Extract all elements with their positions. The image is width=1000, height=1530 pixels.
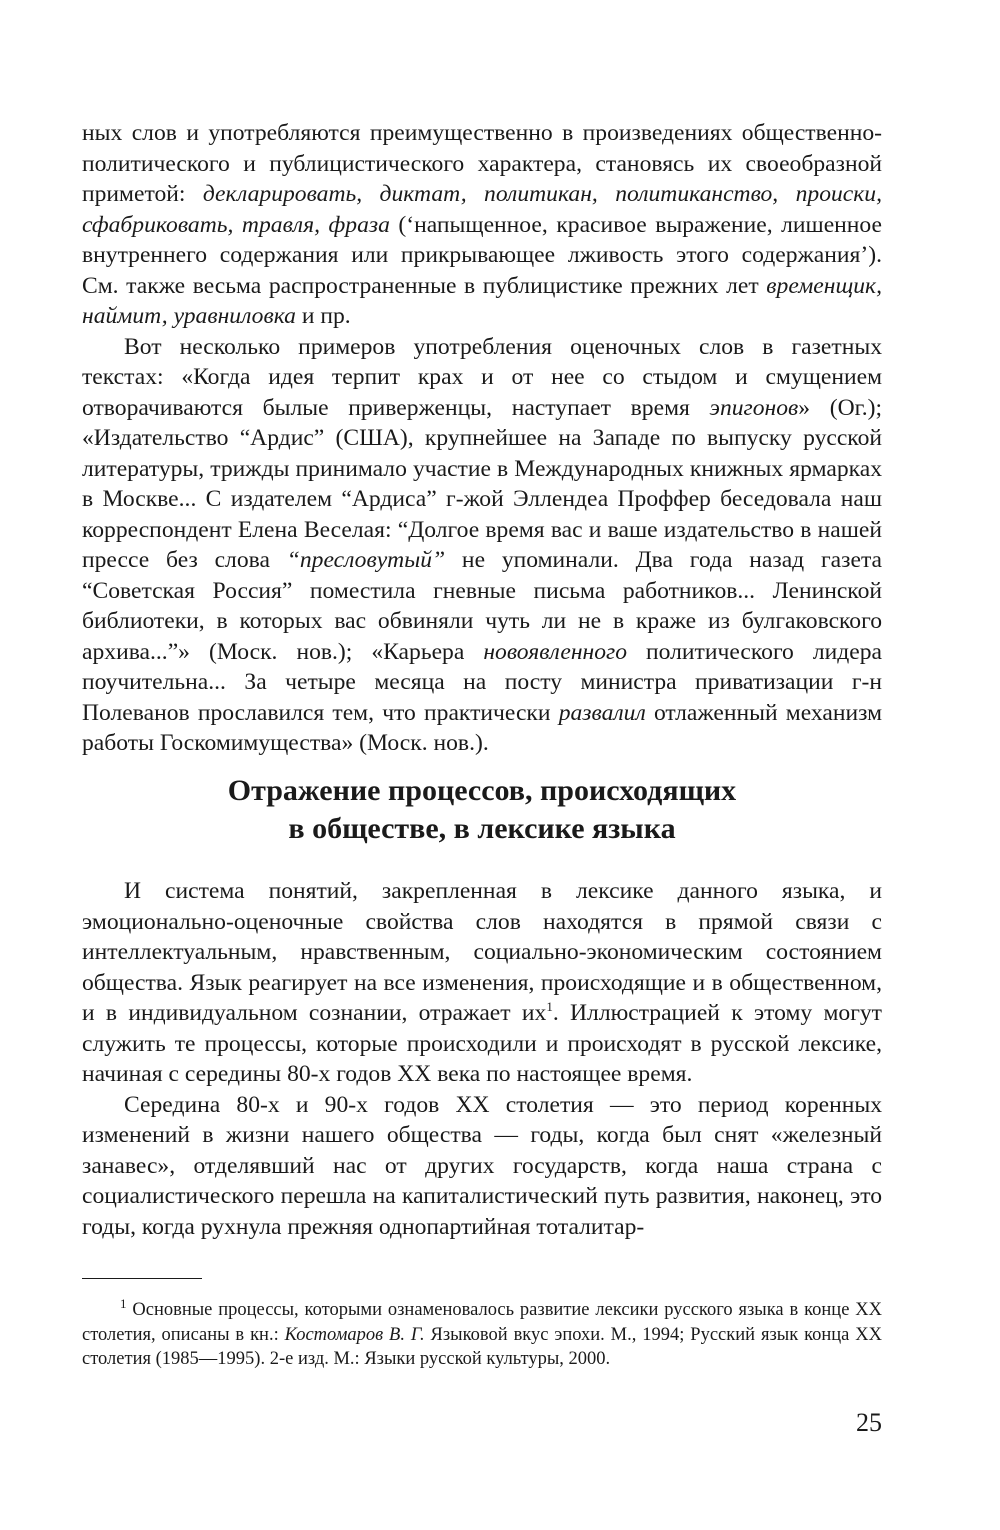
section-heading-line-2: в обществе, в лексике языка [288, 812, 676, 845]
paragraph-examples: Вот несколько примеров употребления оценочных слов в газетных текстах: «Когда идея терпит крах и от нее со стыдом и смущением отворачиваются былые приверженцы, наступает время эпигонов» (Ог.); «Издательство “Ардис” (США), крупнейшее на Западе по выпуску русской литературы, трижды принимало участие в Международных книжных ярмарках в Москве... С издателем “Ардиса” г-жой Эллендеа Проффер беседовала наш корреспондент Елена Веселая: “Долгое время вас и ваше издательство в нашей прессе без слова “пресловутый” не упоминали. Два года назад газета “Советская Россия” поместила гневные письма работников... Ленинской библиотеки, в которых вас обвиняли чуть ли не в краже из булгаковского архива...”» (Моск. нов.); «Карьера новоявленного политического лидера поучительна... За четыре месяца на посту министра приватизации г-н Полеванов прославился тем, что практически развалил отлаженный механизм работы Госкомимущества» (Моск. нов.). [82, 333, 883, 756]
footnote-text: $^1$ Основные процессы, которыми ознаменовалось развитие лексики русского языка в конце XX столетия, описаны в кн.: Костомаров В. Г. Языковой вкус эпохи. М., 1994; Русский язык конца XX столетия (1985—1995). 2-е изд. М.: Языки русской культуры, 2000. [82, 1295, 883, 1369]
section-heading [82, 772, 882, 848]
footnote [82, 1295, 883, 1372]
footnote-reference: 1 [546, 999, 553, 1015]
page-number: 25 [856, 1408, 882, 1437]
paragraph-system: И система понятий, закрепленная в лексике данного языка, и эмоционально-оценочные свойства слов находятся в прямой связи с интеллектуальным, нравственным, социально-экономическим состоянием общества. Язык реагирует на все изменения, происходящие и в общественном, и в индивидуальном сознании, отражает $их^1$. Иллюстрацией к этому могут служить те процессы, которые происходили и происходят в русской лексике, начиная с середины 80-х годов XX века по настоящее время. [82, 878, 882, 1087]
body-text-top [82, 118, 882, 759]
section-heading-line-1: Отражение процессов, происходящих [227, 774, 737, 807]
footnote-mark: 1 [120, 1295, 127, 1311]
paragraph-period: Середина 80-х и 90-х годов XX столетия — это период коренных изменений в жизни нашего общества — годы, когда был снят «железный занавес», отделявший нас от других государств, когда наша страна с социалистического перешла на капиталистический путь развития, наконец, это годы, когда рухнула прежняя однопартийная тоталитар- [82, 1091, 882, 1240]
paragraph-continuation: ных слов и употребляются преимущественно в произведениях общественно-политического и публицистического характера, становясь их своеобразной приметой: декларировать, диктат, политикан, политиканство, происки, сфабриковать, травля, фраза (‘напыщенное, красивое выражение, лишенное внутреннего содержания или прикрывающее лживость этого содержания’). См. также весьма распространенные в публицистике прежних лет временщик, наймит, уравниловка и пр. [82, 120, 882, 329]
footnote-divider [82, 1278, 202, 1279]
body-text-bottom [82, 876, 882, 1242]
